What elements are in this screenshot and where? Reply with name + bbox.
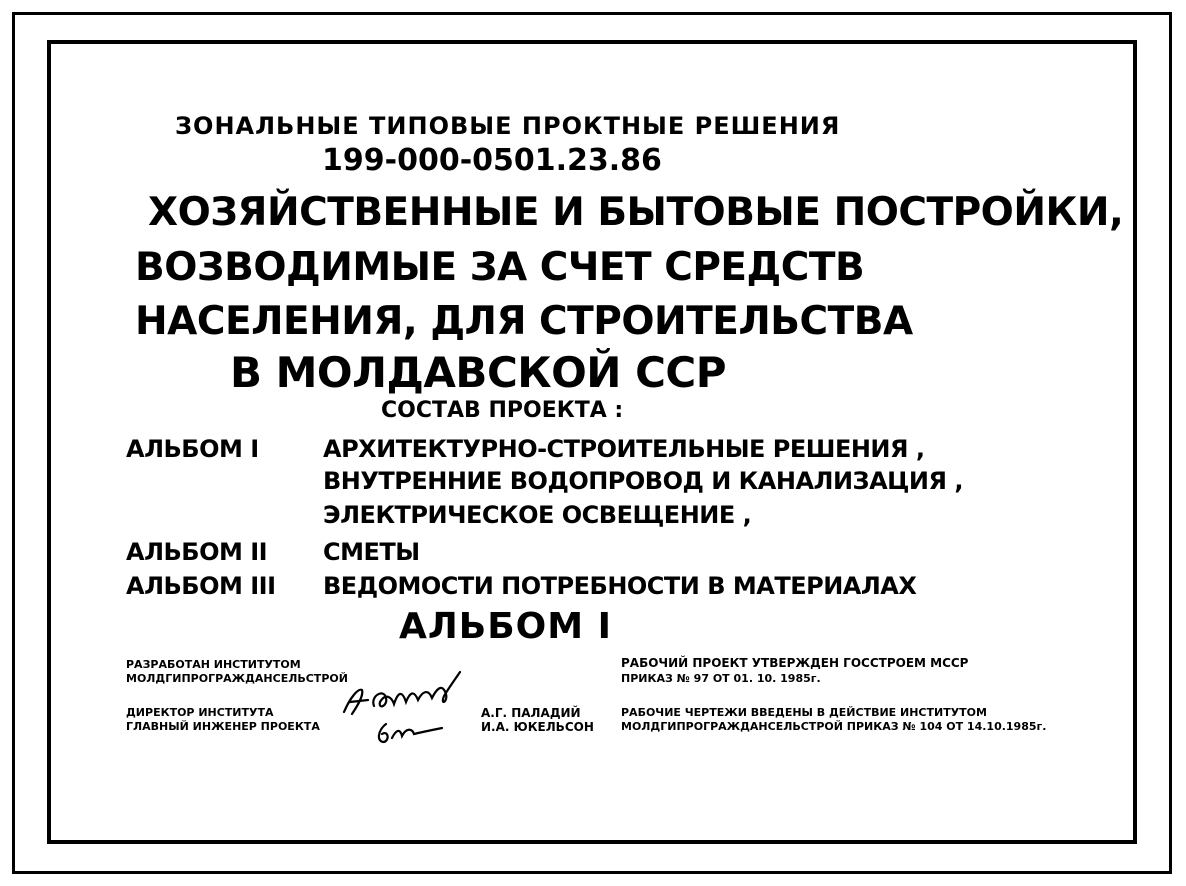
album-2-label: АЛЬБОМ II (126, 538, 268, 566)
title-line-1: ХОЗЯЙСТВЕННЫЕ И БЫТОВЫЕ ПОСТРОЙКИ, (148, 190, 1124, 235)
title-line-4: В МОЛДАВСКОЙ ССР (230, 348, 726, 397)
series-title: ЗОНАЛЬНЫЕ ТИПОВЫЕ ПРОКТНЫЕ РЕШЕНИЯ (175, 112, 841, 140)
approval-line-2: ПРИКАЗ № 97 ОТ 01. 10. 1985г. (621, 672, 821, 685)
approval-line-1: РАБОЧИЙ ПРОЕКТ УТВЕРЖДЕН ГОССТРОЕМ МССР (621, 656, 969, 670)
project-code: 199-000-0501.23.86 (322, 143, 662, 178)
director-role: ДИРЕКТОР ИНСТИТУТА (126, 706, 274, 719)
title-line-2: ВОЗВОДИМЫЕ ЗА СЧЕТ СРЕДСТВ (135, 245, 865, 290)
chief-engineer-signature (379, 724, 442, 742)
chief-engineer-role: ГЛАВНЫЙ ИНЖЕНЕР ПРОЕКТА (126, 720, 320, 733)
director-signature (344, 672, 460, 714)
current-album: АЛЬБОМ I (399, 606, 612, 647)
album-1-line-3: ЭЛЕКТРИЧЕСКОЕ ОСВЕЩЕНИЕ , (323, 501, 752, 529)
developer-line-2: МОЛДГИПРОГРАЖДАНСЕЛЬСТРОЙ (126, 672, 348, 685)
album-3-line-1: ВЕДОМОСТИ ПОТРЕБНОСТИ В МАТЕРИАЛАХ (323, 572, 917, 600)
album-1-label: АЛЬБОМ I (126, 435, 259, 463)
composition-heading: СОСТАВ ПРОЕКТА : (381, 398, 624, 423)
album-1-line-2: ВНУТРЕННИЕ ВОДОПРОВОД И КАНАЛИЗАЦИЯ , (323, 467, 963, 495)
signatures (340, 668, 480, 750)
album-3-label: АЛЬБОМ III (126, 572, 276, 600)
title-line-3: НАСЕЛЕНИЯ, ДЛЯ СТРОИТЕЛЬСТВА (135, 299, 913, 344)
enacted-line-1: РАБОЧИЕ ЧЕРТЕЖИ ВВЕДЕНЫ В ДЕЙСТВИЕ ИНСТИТУТОМ (621, 706, 987, 719)
album-1-line-1: АРХИТЕКТУРНО-СТРОИТЕЛЬНЫЕ РЕШЕНИЯ , (323, 435, 925, 463)
director-name: А.Г. ПАЛАДИЙ (481, 706, 581, 720)
developer-line-1: РАЗРАБОТАН ИНСТИТУТОМ (126, 658, 301, 671)
album-2-line-1: СМЕТЫ (323, 538, 420, 566)
enacted-line-2: МОЛДГИПРОГРАЖДАНСЕЛЬСТРОЙ ПРИКАЗ № 104 ОТ 14.10.1985г. (621, 720, 1047, 733)
chief-engineer-name: И.А. ЮКЕЛЬСОН (481, 720, 594, 734)
